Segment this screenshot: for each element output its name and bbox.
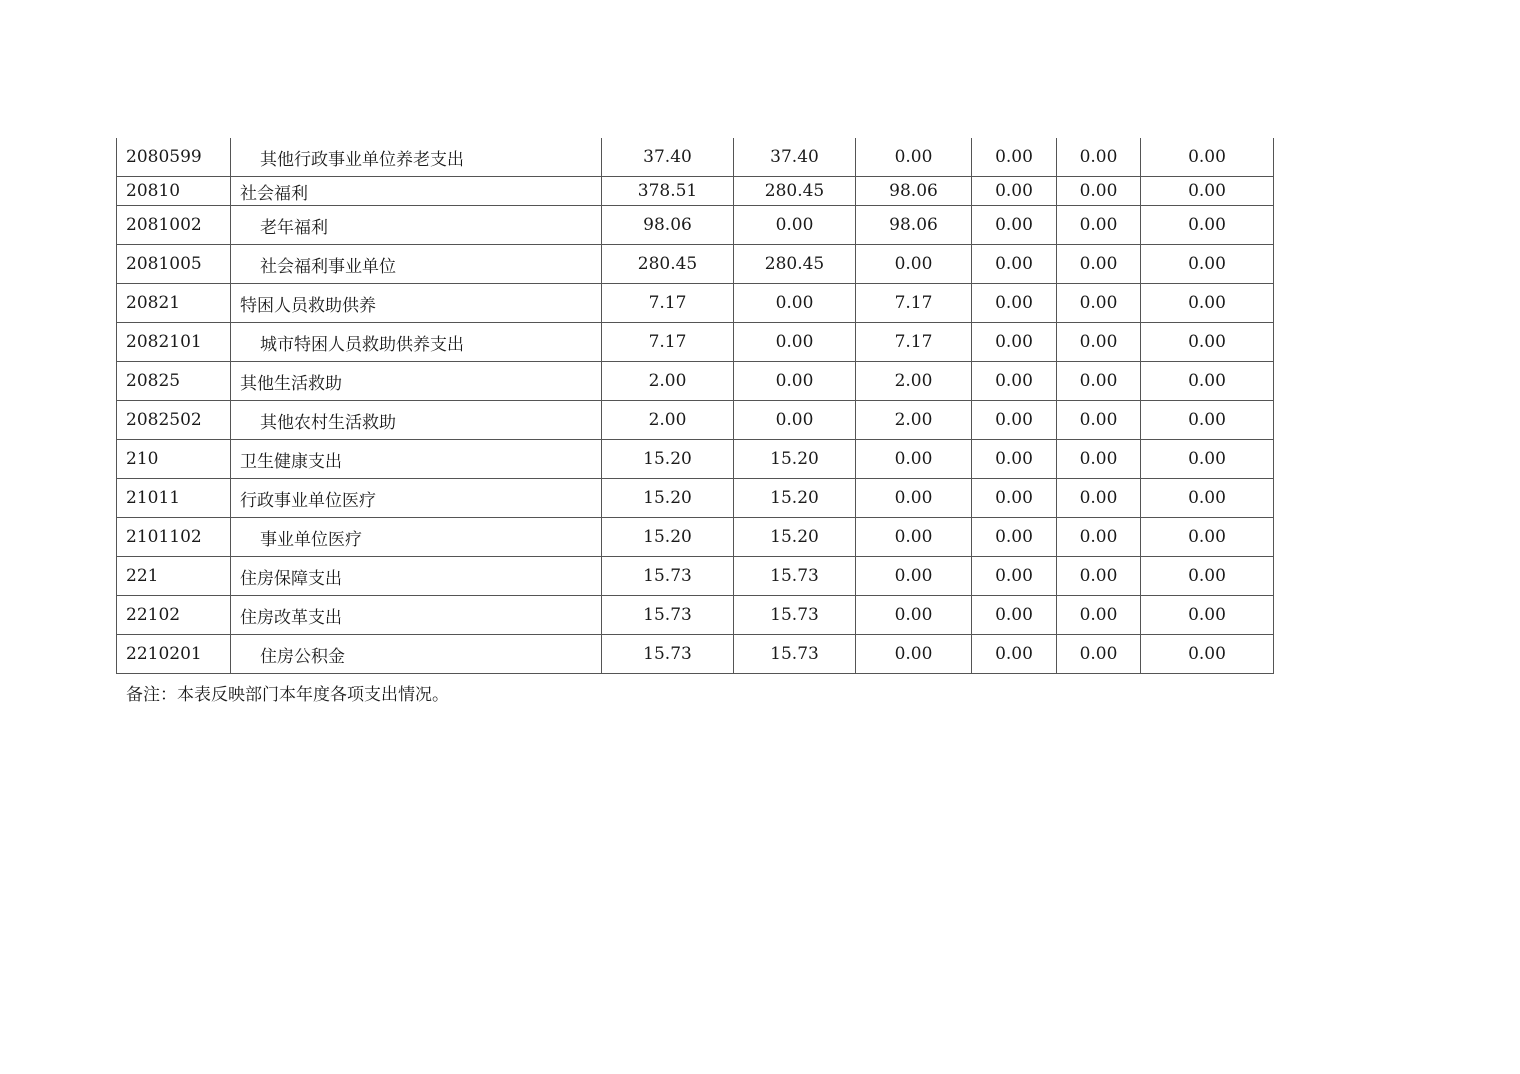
amount-cell: 0.00 [972, 479, 1057, 518]
amount-cell: 0.00 [972, 635, 1057, 674]
table-row [117, 518, 1274, 557]
table-row [117, 557, 1274, 596]
amount-cell: 15.73 [734, 635, 856, 674]
subject-code-cell: 2101102 [117, 518, 231, 557]
amount-cell: 98.06 [856, 177, 972, 206]
subject-name-cell: 卫生健康支出 [231, 440, 602, 479]
amount-cell: 15.20 [602, 479, 734, 518]
amount-cell: 280.45 [734, 177, 856, 206]
table-row [117, 284, 1274, 323]
amount-cell: 0.00 [972, 518, 1057, 557]
table-row [117, 635, 1274, 674]
amount-cell: 0.00 [856, 245, 972, 284]
amount-cell: 37.40 [602, 138, 734, 177]
subject-name-cell: 城市特困人员救助供养支出 [231, 323, 602, 362]
subject-code-cell: 2082101 [117, 323, 231, 362]
amount-cell: 0.00 [972, 323, 1057, 362]
amount-cell: 0.00 [1141, 479, 1274, 518]
amount-cell: 0.00 [972, 362, 1057, 401]
amount-cell: 0.00 [1141, 440, 1274, 479]
amount-cell: 0.00 [1141, 206, 1274, 245]
subject-code-cell: 2081002 [117, 206, 231, 245]
amount-cell: 15.20 [734, 440, 856, 479]
table-row [117, 362, 1274, 401]
amount-cell: 98.06 [602, 206, 734, 245]
subject-name-cell: 住房改革支出 [231, 596, 602, 635]
amount-cell: 15.73 [602, 635, 734, 674]
amount-cell: 0.00 [972, 440, 1057, 479]
subject-code-cell: 22102 [117, 596, 231, 635]
amount-cell: 15.20 [734, 479, 856, 518]
amount-cell: 0.00 [734, 323, 856, 362]
amount-cell: 0.00 [1057, 177, 1141, 206]
amount-cell: 7.17 [602, 284, 734, 323]
amount-cell: 0.00 [972, 284, 1057, 323]
table-note: 备注：本表反映部门本年度各项支出情况。 [126, 685, 449, 705]
amount-cell: 378.51 [602, 177, 734, 206]
amount-cell: 0.00 [734, 401, 856, 440]
subject-code-cell: 21011 [117, 479, 231, 518]
amount-cell: 0.00 [1057, 206, 1141, 245]
table-row [117, 245, 1274, 284]
amount-cell: 15.73 [734, 596, 856, 635]
amount-cell: 0.00 [1141, 401, 1274, 440]
budget-expenditure-table [116, 138, 1274, 674]
amount-cell: 0.00 [1141, 138, 1274, 177]
table-row [117, 440, 1274, 479]
amount-cell: 0.00 [972, 138, 1057, 177]
subject-name-cell: 社会福利事业单位 [231, 245, 602, 284]
table-row [117, 401, 1274, 440]
amount-cell: 0.00 [856, 440, 972, 479]
amount-cell: 0.00 [972, 177, 1057, 206]
amount-cell: 0.00 [1141, 323, 1274, 362]
amount-cell: 0.00 [1141, 596, 1274, 635]
amount-cell: 0.00 [1057, 284, 1141, 323]
subject-name-cell: 其他农村生活救助 [231, 401, 602, 440]
amount-cell: 15.73 [602, 596, 734, 635]
amount-cell: 0.00 [1057, 362, 1141, 401]
amount-cell: 0.00 [856, 635, 972, 674]
subject-name-cell: 事业单位医疗 [231, 518, 602, 557]
amount-cell: 0.00 [972, 401, 1057, 440]
subject-code-cell: 20810 [117, 177, 231, 206]
subject-code-cell: 20825 [117, 362, 231, 401]
amount-cell: 0.00 [856, 596, 972, 635]
amount-cell: 0.00 [734, 206, 856, 245]
amount-cell: 0.00 [1141, 635, 1274, 674]
subject-name-cell: 其他行政事业单位养老支出 [231, 138, 602, 177]
table-row [117, 596, 1274, 635]
amount-cell: 0.00 [972, 245, 1057, 284]
amount-cell: 37.40 [734, 138, 856, 177]
amount-cell: 98.06 [856, 206, 972, 245]
amount-cell: 15.20 [602, 518, 734, 557]
amount-cell: 15.73 [734, 557, 856, 596]
subject-code-cell: 2080599 [117, 138, 231, 177]
subject-name-cell: 住房保障支出 [231, 557, 602, 596]
subject-code-cell: 2081005 [117, 245, 231, 284]
amount-cell: 2.00 [602, 401, 734, 440]
table-row [117, 479, 1274, 518]
amount-cell: 2.00 [856, 362, 972, 401]
amount-cell: 0.00 [1057, 440, 1141, 479]
subject-code-cell: 20821 [117, 284, 231, 323]
amount-cell: 0.00 [1141, 557, 1274, 596]
amount-cell: 0.00 [1057, 323, 1141, 362]
amount-cell: 0.00 [972, 596, 1057, 635]
amount-cell: 0.00 [734, 284, 856, 323]
subject-name-cell: 特困人员救助供养 [231, 284, 602, 323]
subject-code-cell: 2210201 [117, 635, 231, 674]
amount-cell: 280.45 [602, 245, 734, 284]
amount-cell: 15.20 [602, 440, 734, 479]
amount-cell: 0.00 [972, 557, 1057, 596]
amount-cell: 7.17 [856, 323, 972, 362]
amount-cell: 7.17 [856, 284, 972, 323]
amount-cell: 280.45 [734, 245, 856, 284]
amount-cell: 0.00 [856, 557, 972, 596]
amount-cell: 0.00 [856, 479, 972, 518]
amount-cell: 0.00 [1057, 401, 1141, 440]
amount-cell: 2.00 [602, 362, 734, 401]
amount-cell: 0.00 [1057, 596, 1141, 635]
subject-name-cell: 老年福利 [231, 206, 602, 245]
amount-cell: 15.73 [602, 557, 734, 596]
amount-cell: 0.00 [734, 362, 856, 401]
subject-code-cell: 210 [117, 440, 231, 479]
table-row [117, 138, 1274, 177]
amount-cell: 0.00 [1057, 557, 1141, 596]
amount-cell: 0.00 [856, 138, 972, 177]
subject-code-cell: 221 [117, 557, 231, 596]
amount-cell: 7.17 [602, 323, 734, 362]
amount-cell: 0.00 [1141, 362, 1274, 401]
amount-cell: 0.00 [1057, 635, 1141, 674]
amount-cell: 0.00 [1141, 177, 1274, 206]
amount-cell: 0.00 [1141, 518, 1274, 557]
subject-name-cell: 社会福利 [231, 177, 602, 206]
subject-name-cell: 住房公积金 [231, 635, 602, 674]
table-row [117, 206, 1274, 245]
table-row [117, 177, 1274, 206]
amount-cell: 0.00 [972, 206, 1057, 245]
amount-cell: 0.00 [1057, 479, 1141, 518]
amount-cell: 0.00 [1057, 518, 1141, 557]
amount-cell: 0.00 [1141, 245, 1274, 284]
table-body [117, 138, 1274, 674]
amount-cell: 0.00 [856, 518, 972, 557]
amount-cell: 0.00 [1141, 284, 1274, 323]
subject-name-cell: 其他生活救助 [231, 362, 602, 401]
subject-code-cell: 2082502 [117, 401, 231, 440]
amount-cell: 0.00 [1057, 245, 1141, 284]
amount-cell: 15.20 [734, 518, 856, 557]
table-row [117, 323, 1274, 362]
amount-cell: 0.00 [1057, 138, 1141, 177]
amount-cell: 2.00 [856, 401, 972, 440]
subject-name-cell: 行政事业单位医疗 [231, 479, 602, 518]
